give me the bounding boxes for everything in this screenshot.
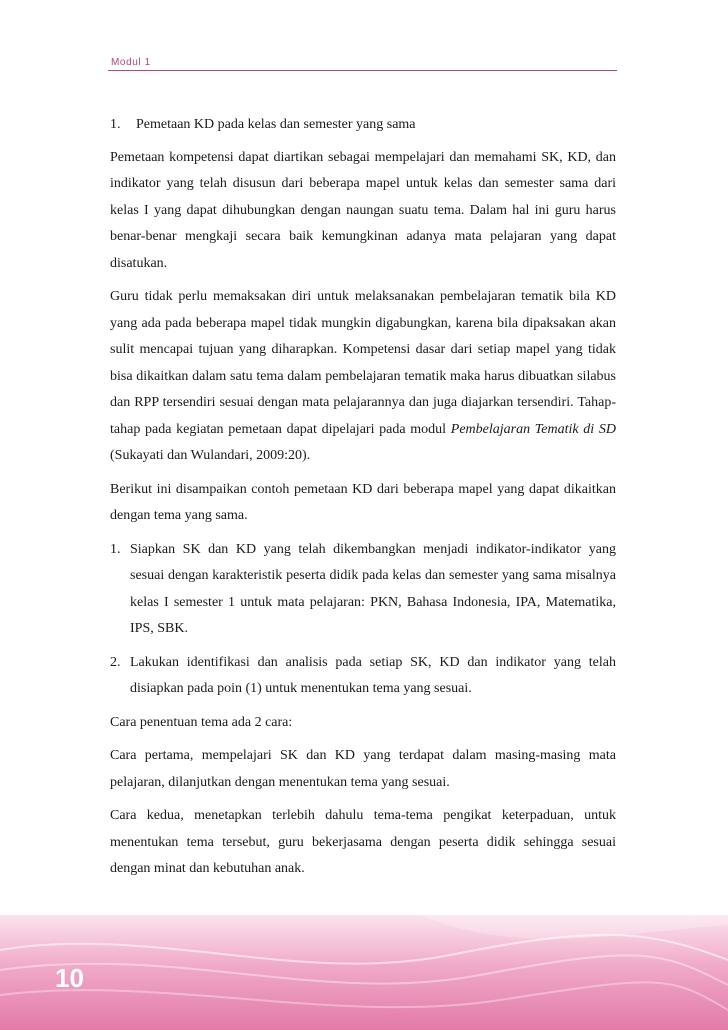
list-item-text: Lakukan identifikasi dan analisis pada setiap SK, KD dan indikator yang telah disiapkan pada poin (1) untuk menentukan tema yang sesuai. [130, 654, 616, 696]
footer-decorative-band [0, 915, 728, 1030]
paragraph-first-method: Cara pertama, mempelajari SK dan KD yang terdapat dalam masing-masing mata pelajaran, dilanjutkan dengan menentukan tema yang sesuai. [110, 748, 616, 790]
header-divider [108, 70, 617, 71]
page-number: 10 [55, 963, 84, 993]
section-title: Pemetaan KD pada kelas dan semester yang sama [136, 117, 416, 132]
paragraph-second-method: Cara kedua, menetapkan terlebih dahulu tema-tema pengikat keterpaduan, untuk menentukan tema tersebut, guru bekerjasama dengan peserta didik sehingga sesuai dengan minat dan kebutuhan anak. [110, 808, 616, 876]
paragraph-teacher-guidance [110, 284, 616, 470]
list-item-number: 1. [110, 541, 121, 557]
page-body [110, 112, 616, 890]
steps-list [110, 537, 616, 703]
list-item [110, 650, 616, 703]
paragraph-mapping-definition: Pemetaan kompetensi dapat diartikan sebagai mempelajari dan memahami SK, KD, dan indikator yang telah disusun dari beberapa mapel untuk kelas dan semester sama dari kelas I yang dapat dihubungkan dengan naungan suatu tema. Dalam hal ini guru harus benar-benar mengkaji secara baik kemungkinan adanya mata pelajaran yang dapat disatukan. [110, 149, 616, 271]
paragraph-teacher-guidance-text: Guru tidak perlu memaksakan diri untuk melaksanakan pembelajaran tematik bila KD yang ada pada beberapa mapel tidak mungkin digabungkan, karena bila dipaksakan akan sulit mencapai tujuan yang diharapkan. Kompetensi dasar dari setiap mapel yang tidak bisa dikaitkan dalam satu tema dalam pembelajaran tematik maka harus dibuatkan silabus dan RPP tersendiri sesuai dengan mata pelajarannya dan juga diajarkan tersendiri. Tahap-tahap pada kegiatan pemetaan dapat dipelajari pada modul [110, 289, 616, 437]
list-item [110, 537, 616, 643]
paragraph-example-intro: Berikut ini disampaikan contoh pemetaan KD dari beberapa mapel yang dapat dikaitkan dengan tema yang sama. [110, 481, 616, 523]
paragraph-theme-methods: Cara penentuan tema ada 2 cara: [110, 714, 293, 730]
module-title-reference: Pembelajaran Tematik di SD [450, 421, 617, 437]
list-item-text: Siapkan SK dan KD yang telah dikembangkan menjadi indikator-indikator yang sesuai dengan karakteristik peserta didik pada kelas dan semester yang sama misalnya kelas I semester 1 untuk mata pelajaran: PKN, Bahasa Indonesia, IPA, Matematika, IPS, SBK. [130, 541, 616, 636]
footer-wave-decoration [0, 915, 728, 1030]
section-number: 1. [110, 117, 121, 132]
running-header: Modul 1 [111, 57, 151, 68]
citation: (Sukayati dan Wulandari, 2009:20). [110, 448, 311, 463]
list-item-number: 2. [110, 654, 121, 670]
section-heading [110, 112, 616, 139]
